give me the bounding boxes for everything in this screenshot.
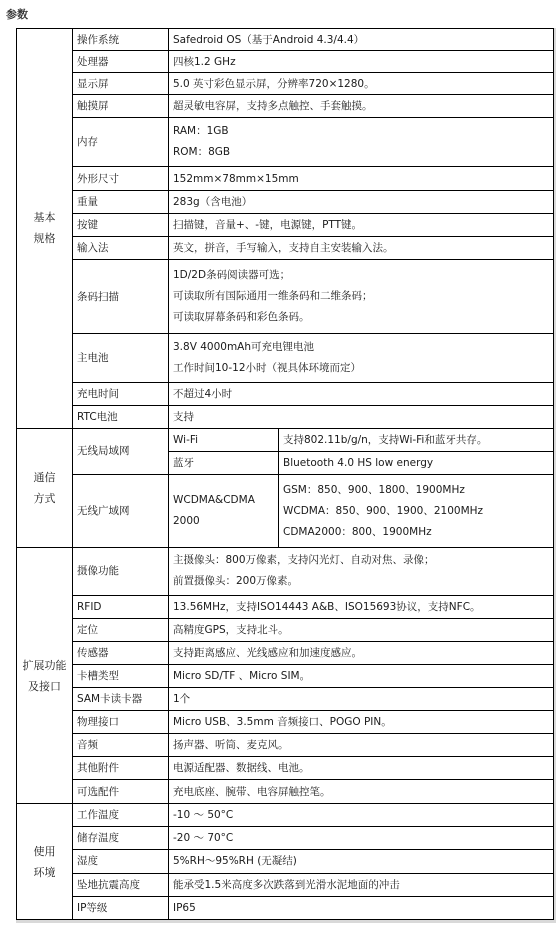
sub-label: Wi-Fi [169,428,279,451]
category-expansion: 扩展功能 及接口 [17,548,73,804]
row-value: Safedroid OS（基于Android 4.3/4.4） [169,29,554,51]
table-row [17,95,554,118]
table-row [17,618,554,641]
row-label: 充电时间 [73,382,169,405]
row-label: 传感器 [73,641,169,664]
row-label: 可选配件 [73,780,169,804]
row-value: 扬声器、听筒、麦克风。 [169,734,554,757]
row-label: 重量 [73,190,169,213]
table-row [17,734,554,757]
row-label: 储存温度 [73,827,169,850]
row-label: 处理器 [73,51,169,73]
row-label: RTC电池 [73,405,169,428]
row-value: 能承受1.5米高度多次跌落到光滑水泥地面的冲击 [169,873,554,896]
table-row [17,827,554,850]
row-value: 152mm×78mm×15mm [169,167,554,190]
row-label: 条码扫描 [73,259,169,334]
table-row [17,474,554,547]
row-label: 显示屏 [73,73,169,95]
row-value: 四核1.2 GHz [169,51,554,73]
row-label: 操作系统 [73,29,169,51]
row-label: 坠地抗震高度 [73,873,169,896]
row-label: SAM卡读卡器 [73,687,169,710]
table-row [17,118,554,167]
row-label: 其他附件 [73,757,169,780]
row-label: 摄像功能 [73,548,169,595]
table-row [17,710,554,733]
table-row [17,780,554,804]
row-value: 不超过4小时 [169,382,554,405]
table-row [17,73,554,95]
row-value: 支持 [169,405,554,428]
row-label: 外形尺寸 [73,167,169,190]
table-row [17,850,554,873]
row-value: 283g（含电池） [169,190,554,213]
row-label: 内存 [73,118,169,167]
row-value: Bluetooth 4.0 HS low energy [279,451,554,474]
row-value: Micro SD/TF 、Micro SIM。 [169,664,554,687]
row-value: RAM：1GB ROM：8GB [169,118,554,167]
row-value: 1D/2D条码阅读器可选； 可读取所有国际通用一维条码和二维条码； 可读取屏幕条码和彩色条码。 [169,259,554,334]
row-value: 1个 [169,687,554,710]
row-label: 输入法 [73,236,169,259]
table-row [17,428,554,451]
row-label: 按键 [73,213,169,236]
table-row [17,664,554,687]
table-row [17,873,554,896]
table-row [17,687,554,710]
sub-label: WCDMA&CDMA 2000 [169,474,279,547]
row-label: IP等级 [73,896,169,919]
row-label: 定位 [73,618,169,641]
row-label: 触摸屏 [73,95,169,118]
table-row [17,757,554,780]
spec-table [16,28,554,920]
row-label: 无线局域网 [73,428,169,474]
row-value: -10 ～ 50°C [169,804,554,827]
row-value: 超灵敏电容屏，支持多点触控、手套触摸。 [169,95,554,118]
sub-label: 蓝牙 [169,451,279,474]
table-row [17,236,554,259]
page-title: 参数 [6,8,28,21]
table-row [17,213,554,236]
row-label: 音频 [73,734,169,757]
row-label: 湿度 [73,850,169,873]
row-value: 3.8V 4000mAh可充电锂电池 工作时间10-12小时（视具体环境而定） [169,334,554,382]
table-row [17,896,554,919]
table-row [17,804,554,827]
row-label: 工作温度 [73,804,169,827]
table-row [17,334,554,382]
row-value: 5%RH～95%RH (无凝结) [169,850,554,873]
row-value: 支持距离感应、光线感应和加速度感应。 [169,641,554,664]
table-row [17,259,554,334]
category-basic-spec: 基本 规格 [17,29,73,429]
row-value: 主摄像头：800万像素，支持闪光灯、自动对焦、录像； 前置摄像头：200万像素。 [169,548,554,595]
row-value: 电源适配器、数据线、电池。 [169,757,554,780]
row-value: IP65 [169,896,554,919]
row-label: 无线广域网 [73,474,169,547]
row-value: 支持802.11b/g/n，支持Wi-Fi和蓝牙共存。 [279,428,554,451]
row-value: 充电底座、腕带、电容屏触控笔。 [169,780,554,804]
table-row [17,51,554,73]
table-row [17,641,554,664]
category-communication: 通信 方式 [17,428,73,548]
row-value: Micro USB、3.5mm 音频接口、POGO PIN。 [169,710,554,733]
category-environment: 使用 环境 [17,804,73,920]
row-label: 物理接口 [73,710,169,733]
table-row [17,190,554,213]
row-label: 主电池 [73,334,169,382]
table-row [17,382,554,405]
row-value: 高精度GPS，支持北斗。 [169,618,554,641]
table-row [17,548,554,595]
row-value: 5.0 英寸彩色显示屏，分辨率720×1280。 [169,73,554,95]
row-value: -20 ～ 70°C [169,827,554,850]
row-value: GSM：850、900、1800、1900MHz WCDMA：850、900、1900、2100MHz CDMA2000：800、1900MHz [279,474,554,547]
row-value: 扫描键，音量+、-键，电源键，PTT键。 [169,213,554,236]
table-row [17,405,554,428]
row-label: RFID [73,595,169,618]
table-row [17,29,554,51]
row-value: 13.56MHz，支持ISO14443 A&B、ISO15693协议，支持NFC。 [169,595,554,618]
row-value: 英文，拼音，手写输入，支持自主安装输入法。 [169,236,554,259]
table-row [17,167,554,190]
table-row [17,595,554,618]
row-label: 卡槽类型 [73,664,169,687]
